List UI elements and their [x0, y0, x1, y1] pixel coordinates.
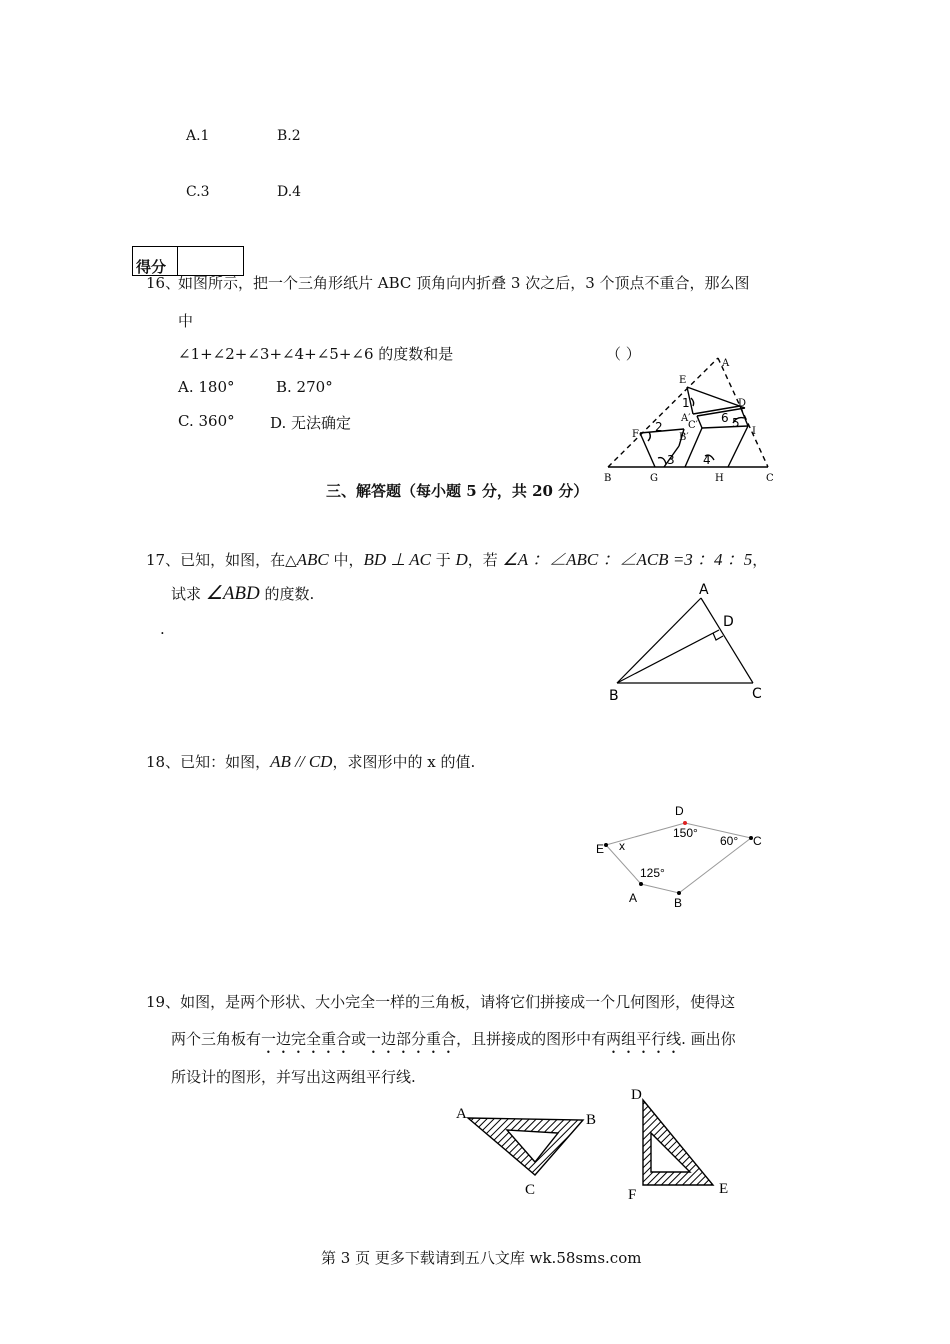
page-footer: 第 3 页 更多下载请到五八文库 wk.58sms.com: [321, 1249, 642, 1267]
q17-label-D: D: [723, 614, 734, 630]
q19-label-D: D: [631, 1087, 642, 1103]
q16-line1: 如图所示，把一个三角形纸片 ABC 顶角向内折叠 3 次之后，3 个顶点不重合，那么图: [178, 274, 750, 292]
q18-angle-125: 125°: [640, 866, 665, 880]
q15-option-a: A.1: [186, 128, 210, 144]
q15-option-d: D.4: [277, 184, 302, 200]
q18-angle-60: 60°: [720, 834, 739, 848]
q16-label-C: C: [766, 473, 774, 484]
q16-label-B: B: [604, 473, 612, 484]
q19-line2-emph1: 一边完全重合: [261, 1030, 352, 1048]
q16-label-F: F: [632, 429, 639, 440]
score-label: 得分: [136, 258, 167, 276]
q18-end: ，求图形中的 x 的值.: [332, 753, 476, 771]
q16-option-a: A. 180°: [178, 378, 235, 396]
q17-ratio: ∠A ：∠ABC ：∠ACB =3 ：4 ：5: [502, 550, 753, 569]
q18-label-A: A: [629, 891, 638, 905]
q16-angle-1: 1: [682, 396, 690, 410]
q16-option-c: C. 360°: [178, 412, 235, 430]
q18-angle-150: 150°: [673, 826, 698, 840]
q17-line2-end: 的度数.: [259, 585, 315, 603]
q17-label-B: B: [609, 688, 619, 704]
q16-label-I: I: [752, 426, 756, 437]
q19-line2-emph3: 两组平行线: [606, 1030, 682, 1048]
q17-line2-pre: 试求: [171, 585, 206, 603]
q18-label-E: E: [596, 842, 605, 856]
q18-pre: 已知：如图，: [180, 753, 271, 771]
q19-line2-e: ，且拼接成的图形中有: [456, 1030, 607, 1048]
q16-label-D: D: [738, 398, 747, 409]
q16-label-B1: B′: [679, 432, 689, 443]
q16-label-E: E: [679, 375, 687, 386]
q16-answer-paren: （ ）: [606, 345, 641, 363]
q17-mid3: ，若: [467, 551, 503, 569]
q17-label-A: A: [699, 582, 709, 598]
q17-number: 17、: [146, 551, 181, 569]
q17-mid1: 中，: [328, 551, 364, 569]
q16-number: 16、: [146, 274, 181, 292]
q16-angle-6: 6: [721, 411, 729, 425]
q19-line2-g: . 画出你: [681, 1030, 736, 1048]
q19-line2-a: 两个三角板有: [171, 1030, 262, 1048]
q16-line2: ∠1+∠2+∠3+∠4+∠5+∠6 的度数和是: [178, 345, 454, 363]
q17-mid2: 于: [430, 551, 456, 569]
q15-option-c: C.3: [186, 184, 210, 200]
q19-line2-c: 或: [351, 1030, 367, 1048]
q17-abc: ABC: [296, 550, 329, 569]
q16-label-A: A: [722, 358, 730, 369]
q18-number: 18、: [146, 753, 181, 771]
q16-angle-3: 3: [667, 453, 675, 467]
q17-abd: ∠ABD: [205, 583, 260, 604]
q18-label-x: x: [619, 839, 625, 853]
q19-label-B: B: [586, 1112, 597, 1128]
q17-bd-ac: BD ⊥ AC: [363, 550, 431, 569]
q16-option-d: D. 无法确定: [270, 414, 352, 432]
q18-label-B: B: [674, 896, 683, 910]
q18-label-D: D: [675, 804, 684, 818]
q17-label-C: C: [752, 686, 762, 702]
q15-option-b: B.2: [277, 128, 301, 144]
q16-label-H: H: [715, 473, 724, 484]
q19-label-E: E: [719, 1181, 729, 1197]
q16-option-b: B. 270°: [276, 378, 333, 396]
q19-line2-emph2: 一边部分重合: [366, 1030, 457, 1048]
q17-d: D: [455, 550, 468, 569]
q19-label-F: F: [628, 1187, 637, 1203]
q19-label-C: C: [525, 1182, 536, 1198]
q19-line3: 所设计的图形，并写出这两组平行线.: [171, 1068, 416, 1086]
q16-angle-2: 2: [655, 420, 663, 434]
q18-label-C: C: [753, 834, 762, 848]
q19-label-A: A: [456, 1106, 467, 1122]
q16-angle-4: 4: [703, 453, 711, 467]
q18-parallel: AB // CD: [270, 752, 333, 771]
q16-label-C1: C′: [688, 420, 698, 431]
q17-pre: 已知，如图，在△: [180, 551, 297, 569]
section-3-heading: 三、解答题（每小题 5 分，共 20 分）: [326, 482, 589, 500]
q19-line1-text: 如图，是两个形状、大小完全一样的三角板，请将它们拼接成一个几何图形，使得这: [180, 993, 736, 1011]
q17-end: ，: [752, 551, 768, 569]
q19-number: 19、: [146, 993, 181, 1011]
q16-label-A1: A′: [681, 413, 691, 424]
q16-line1b: 中: [178, 312, 194, 330]
q16-angle-5: 5: [732, 416, 740, 430]
q17-dot: .: [160, 620, 165, 638]
q16-label-G: G: [650, 473, 658, 484]
